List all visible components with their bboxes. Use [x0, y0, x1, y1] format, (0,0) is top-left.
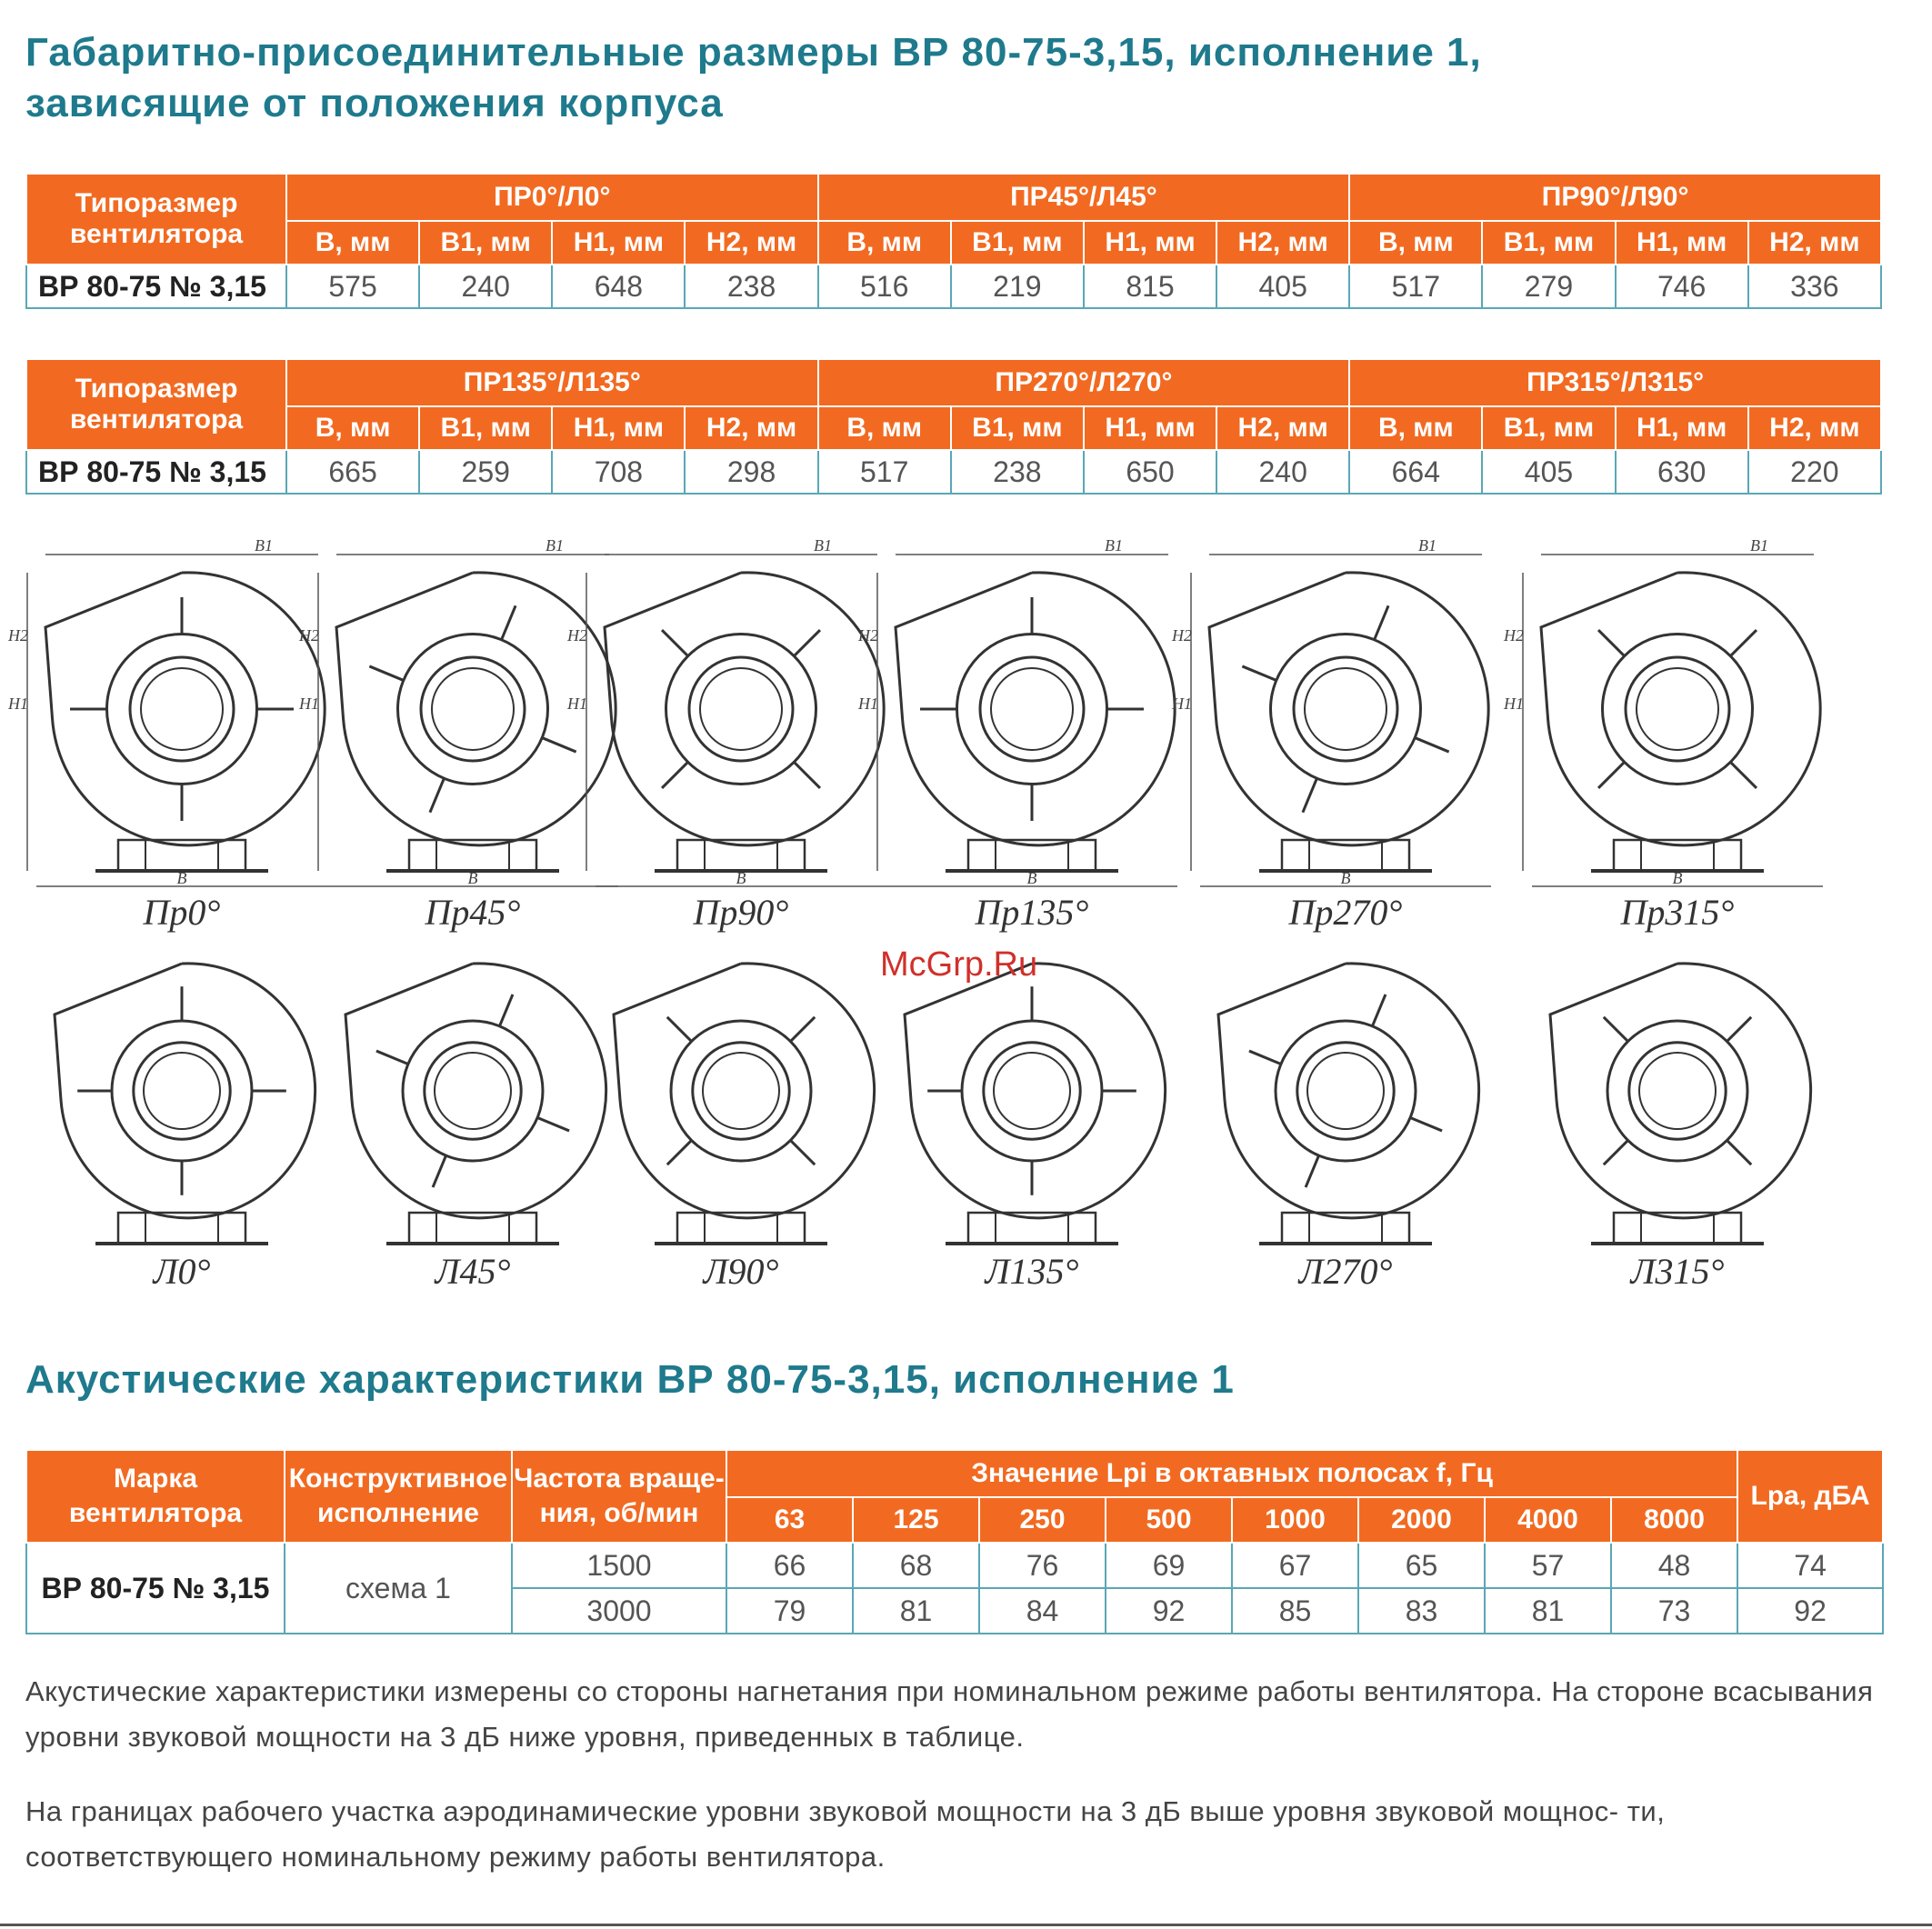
vane-line [662, 630, 688, 656]
page-title-line1: Габаритно-присоединительные размеры ВР 80-75-3,15, исполнение 1, [25, 30, 1482, 75]
acoustic-header-construction: Конструктивное исполнение [285, 1450, 512, 1543]
table-cell: 66 [726, 1543, 853, 1588]
table-row [26, 265, 1881, 308]
table-cell: 92 [1106, 1588, 1232, 1634]
volute-housing [1550, 964, 1811, 1218]
table-cell: 298 [685, 450, 817, 494]
vane-line [499, 994, 512, 1026]
acoustic-title: Акустические характеристики ВР 80-75-3,15, исполнение 1 [25, 1357, 1235, 1402]
table2-col0-header: Типоразмер вентилятора [26, 359, 286, 450]
inlet-inner-ring [994, 1053, 1070, 1129]
sub-header: Н1, мм [1616, 221, 1748, 265]
sub-header: В1, мм [951, 221, 1084, 265]
volute-housing [1209, 573, 1488, 845]
dim-label-b: B [736, 869, 746, 887]
acoustic-header-rpm: Частота враще- ния, об/мин [512, 1450, 726, 1543]
inlet-inner-ring [141, 668, 223, 750]
note-paragraph-2: На границах рабочего участка аэродинамические уровни звуковой мощности на 3 дБ выше уровня звуковой мощнос- ти, соответствующего номинальному режиму работы вентилятора. [25, 1795, 1666, 1873]
table-cell: 69 [1106, 1543, 1232, 1588]
sub-header: Н1, мм [552, 221, 685, 265]
lpa-cell: 74 [1737, 1543, 1883, 1588]
inlet-inner-ring [435, 1053, 511, 1129]
inlet-ring [980, 657, 1084, 761]
table-cell: 630 [1616, 450, 1748, 494]
table-cell: 220 [1748, 450, 1881, 494]
vane-line [1604, 1140, 1628, 1164]
note-paragraph-1: Акустические характеристики измерены со стороны нагнетания при номинальном режиме работы вентилятора. На стороне всасывания уровни звуковой мощности на 3 дБ ниже уровня, приведенных в таблице. [25, 1675, 1874, 1753]
dim-label-b1: B1 [814, 536, 832, 555]
sub-header: В, мм [286, 406, 419, 450]
fan-model: ВР 80-75 № 3,15 [26, 265, 286, 308]
table-cell: 575 [286, 265, 419, 308]
vane-line [1598, 762, 1625, 788]
sub-header: Н1, мм [1084, 406, 1216, 450]
fan-diagram-top-1 [299, 500, 627, 887]
table-cell: 665 [286, 450, 419, 494]
inlet-inner-ring [144, 1053, 220, 1129]
dim-label-b1: B1 [546, 536, 564, 555]
sub-header: В, мм [1349, 406, 1482, 450]
inlet-ring [134, 1043, 230, 1139]
vane-line [537, 1117, 569, 1130]
fan-diagram-bottom-4 [1191, 882, 1500, 1245]
fan-diagram-bottom-1 [318, 882, 627, 1245]
dim-label-h1: H1 [1504, 695, 1524, 713]
band-header: 500 [1106, 1497, 1232, 1543]
band-header: 2000 [1358, 1497, 1485, 1543]
table-cell: 81 [853, 1588, 979, 1634]
table-cell: 65 [1358, 1543, 1485, 1588]
dim-label-b: B [467, 869, 478, 887]
vane-line [1727, 1140, 1751, 1164]
sub-header: Н2, мм [1216, 221, 1349, 265]
dim-label-b: B [1026, 869, 1037, 887]
band-header: 4000 [1485, 1497, 1611, 1543]
vane-line [662, 762, 688, 788]
rpm-cell: 1500 [512, 1543, 726, 1588]
table-row [26, 450, 1881, 494]
acoustic-header-brand: Марка вентилятора [26, 1450, 285, 1543]
dim-label-b1: B1 [1750, 536, 1768, 555]
inlet-inner-ring [703, 1053, 779, 1129]
dim-label-h2: H2 [1504, 626, 1524, 645]
inlet-ring [421, 657, 525, 761]
table-cell: 57 [1485, 1543, 1611, 1588]
table-cell: 664 [1349, 450, 1482, 494]
acoustic-header-lpa: Lpa, дБА [1737, 1450, 1883, 1543]
construction-scheme: схема 1 [285, 1543, 512, 1634]
inlet-ring [425, 1043, 521, 1139]
dim-label-b1: B1 [255, 536, 273, 555]
table-cell: 746 [1616, 265, 1748, 308]
vane-line [376, 1051, 408, 1064]
dim-label-h1: H1 [858, 695, 878, 713]
table-row [26, 1543, 1883, 1588]
vane-line [667, 1140, 692, 1164]
inlet-ring [1629, 1043, 1726, 1139]
sub-header: Н2, мм [685, 406, 817, 450]
table-cell: 516 [818, 265, 951, 308]
dim-label-b: B [1672, 869, 1683, 887]
vane-line [1730, 762, 1757, 788]
page-title-line2: зависящие от положения корпуса [25, 81, 724, 125]
table-cell: 48 [1611, 1543, 1737, 1588]
table-cell: 240 [419, 265, 552, 308]
fan-model: ВР 80-75 № 3,15 [26, 450, 286, 494]
diagram-label: Пр0° [143, 892, 221, 933]
vane-line [1730, 630, 1757, 656]
acoustic-table [25, 1449, 1884, 1634]
table1-subheader-row [26, 221, 1881, 265]
diagram-label: Л270° [1298, 1251, 1393, 1292]
fan-diagram-bottom-3 [877, 882, 1186, 1245]
sub-header: Н2, мм [1748, 406, 1881, 450]
table2-group-header: ПР135°/Л135° [286, 359, 818, 406]
table1-group-header: ПР0°/Л0° [286, 174, 818, 221]
table2-subheader-row [26, 406, 1881, 450]
table-cell: 240 [1216, 450, 1349, 494]
inlet-ring [130, 657, 234, 761]
table-cell: 85 [1232, 1588, 1358, 1634]
dim-label-b1: B1 [1105, 536, 1123, 555]
table-cell: 219 [951, 265, 1084, 308]
watermark: McGrp.Ru [880, 945, 1038, 984]
inlet-inner-ring [991, 668, 1073, 750]
vane-line [542, 738, 576, 752]
diagram-label: Пр135° [975, 892, 1089, 933]
fan-diagram-bottom-0 [27, 882, 336, 1245]
dimensions-table-1 [25, 173, 1882, 309]
fan-diagram-bottom-2 [586, 882, 896, 1245]
diagram-label: Пр45° [425, 892, 521, 933]
dim-label-h1: H1 [567, 695, 587, 713]
vane-line [794, 762, 820, 788]
table-cell: 238 [951, 450, 1084, 494]
table-cell: 73 [1611, 1588, 1737, 1634]
diagram-label: Пр315° [1620, 892, 1735, 933]
table2-group-header: ПР270°/Л270° [818, 359, 1350, 406]
vane-line [369, 666, 403, 680]
sub-header: Н1, мм [1084, 221, 1216, 265]
diagram-label: Л90° [703, 1251, 779, 1292]
table-cell: 259 [419, 450, 552, 494]
inlet-inner-ring [1307, 1053, 1384, 1129]
sub-header: Н2, мм [1216, 406, 1349, 450]
sub-header: Н1, мм [552, 406, 685, 450]
vane-line [790, 1017, 815, 1042]
volute-housing [1541, 573, 1820, 845]
vane-line [1303, 778, 1316, 812]
sub-header: В1, мм [1482, 406, 1615, 450]
sub-header: В, мм [818, 406, 951, 450]
sub-header: В1, мм [419, 406, 552, 450]
vane-line [1410, 1117, 1442, 1130]
dim-label-h2: H2 [567, 626, 587, 645]
vane-line [433, 1155, 445, 1187]
vane-line [1249, 1051, 1281, 1064]
table-cell: 279 [1482, 265, 1615, 308]
table2-group-header: ПР315°/Л315° [1349, 359, 1881, 406]
sub-header: В1, мм [419, 221, 552, 265]
sub-header: В1, мм [951, 406, 1084, 450]
table-cell: 81 [1485, 1588, 1611, 1634]
table-cell: 238 [685, 265, 817, 308]
dim-label-h1: H1 [8, 695, 28, 713]
sub-header: Н2, мм [1748, 221, 1881, 265]
vane-line [1598, 630, 1625, 656]
table-cell: 84 [979, 1588, 1106, 1634]
vane-line [1242, 666, 1276, 680]
diagram-label: Пр90° [693, 892, 789, 933]
fan-model: ВР 80-75 № 3,15 [26, 1543, 285, 1634]
inlet-inner-ring [1637, 668, 1718, 750]
table-cell: 648 [552, 265, 685, 308]
inlet-ring [984, 1043, 1080, 1139]
acoustic-header-lpi: Значение Lpi в октавных полосах f, Гц [726, 1450, 1737, 1497]
volute-housing [345, 964, 606, 1218]
fan-diagram-top-2 [567, 500, 896, 887]
table-cell: 336 [1748, 265, 1881, 308]
dim-label-b: B [1340, 869, 1351, 887]
diagram-label: Л315° [1630, 1251, 1725, 1292]
vane-line [1375, 605, 1388, 639]
fan-diagram-top-3 [858, 500, 1186, 887]
table-cell: 76 [979, 1543, 1106, 1588]
dim-label-h1: H1 [1172, 695, 1192, 713]
lpa-cell: 92 [1737, 1588, 1883, 1634]
vane-line [1415, 738, 1448, 752]
band-header: 63 [726, 1497, 853, 1543]
inlet-inner-ring [432, 668, 514, 750]
fan-diagram-bottom-5 [1523, 882, 1832, 1245]
dim-label-b: B [176, 869, 187, 887]
inlet-ring [693, 1043, 789, 1139]
table-cell: 708 [552, 450, 685, 494]
bottom-rule [0, 1924, 1932, 1926]
table-cell: 79 [726, 1588, 853, 1634]
inlet-inner-ring [700, 668, 782, 750]
table1-group-header: ПР45°/Л45° [818, 174, 1350, 221]
vane-line [1372, 994, 1385, 1026]
sub-header: В, мм [1349, 221, 1482, 265]
table-cell: 517 [1349, 265, 1482, 308]
band-header: 1000 [1232, 1497, 1358, 1543]
vane-line [1727, 1017, 1751, 1042]
table-cell: 405 [1482, 450, 1615, 494]
table-cell: 815 [1084, 265, 1216, 308]
fan-diagram-top-4 [1172, 500, 1500, 887]
vane-line [430, 778, 444, 812]
vane-line [790, 1140, 815, 1164]
table-cell: 83 [1358, 1588, 1485, 1634]
sub-header: В, мм [286, 221, 419, 265]
vane-line [1604, 1017, 1628, 1042]
dim-label-h1: H1 [299, 695, 319, 713]
sub-header: В, мм [818, 221, 951, 265]
volute-housing [1218, 964, 1479, 1218]
inlet-ring [1297, 1043, 1394, 1139]
sub-header: Н2, мм [685, 221, 817, 265]
band-header: 250 [979, 1497, 1106, 1543]
inlet-ring [689, 657, 793, 761]
table-cell: 68 [853, 1543, 979, 1588]
dim-label-b1: B1 [1418, 536, 1436, 555]
vane-line [794, 630, 820, 656]
sub-header: Н1, мм [1616, 406, 1748, 450]
inlet-inner-ring [1305, 668, 1386, 750]
inlet-inner-ring [1639, 1053, 1716, 1129]
rpm-cell: 3000 [512, 1588, 726, 1634]
table1-col0-header: Типоразмер вентилятора [26, 174, 286, 265]
volute-housing [614, 964, 875, 1218]
band-header: 125 [853, 1497, 979, 1543]
table1-group-header: ПР90°/Л90° [1349, 174, 1881, 221]
diagram-label: Пр270° [1288, 892, 1403, 933]
fan-diagram-top-5 [1504, 500, 1832, 887]
dimensions-table-2 [25, 358, 1882, 495]
diagram-label: Л0° [153, 1251, 211, 1292]
dim-label-h2: H2 [8, 626, 28, 645]
table-cell: 517 [818, 450, 951, 494]
volute-housing [605, 573, 884, 845]
vane-line [667, 1017, 692, 1042]
vane-line [1306, 1155, 1318, 1187]
dim-label-h2: H2 [299, 626, 319, 645]
diagram-label: Л45° [435, 1251, 511, 1292]
table-cell: 405 [1216, 265, 1349, 308]
dim-label-h2: H2 [858, 626, 878, 645]
dim-label-h2: H2 [1172, 626, 1192, 645]
band-header: 8000 [1611, 1497, 1737, 1543]
fan-diagram-top-0 [8, 500, 336, 887]
inlet-ring [1626, 657, 1729, 761]
vane-line [502, 605, 516, 639]
table-cell: 67 [1232, 1543, 1358, 1588]
diagram-label: Л135° [985, 1251, 1079, 1292]
inlet-ring [1294, 657, 1397, 761]
sub-header: В1, мм [1482, 221, 1615, 265]
table-cell: 650 [1084, 450, 1216, 494]
